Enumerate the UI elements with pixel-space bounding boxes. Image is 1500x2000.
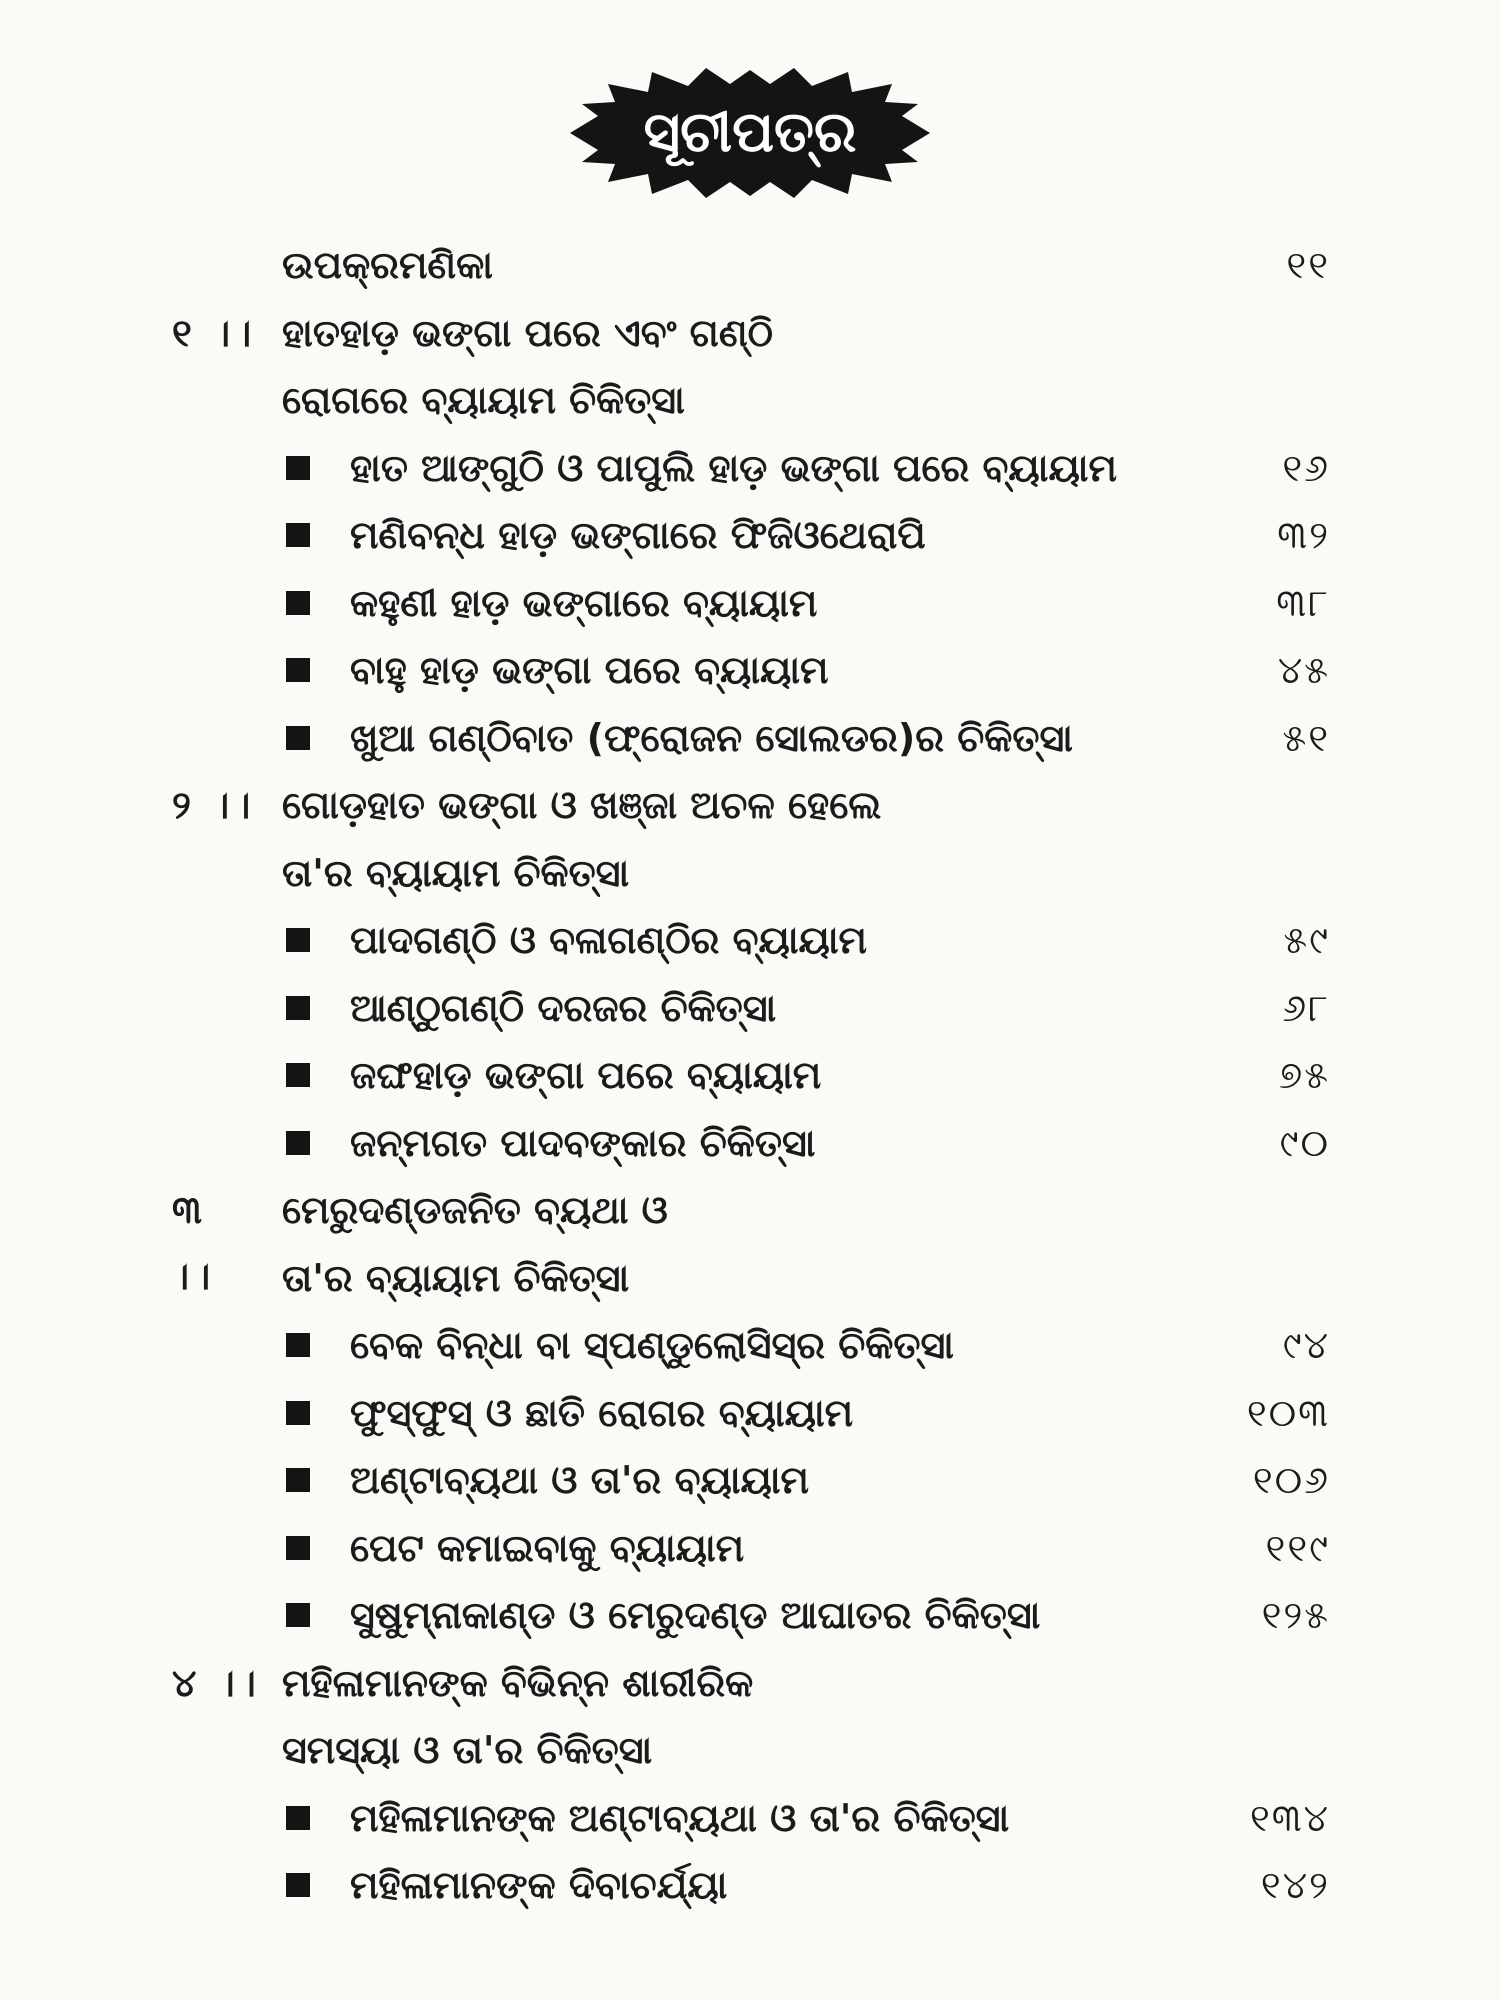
chapter-title-line: ତା'ର ବ୍ୟାୟାମ ଚିକିତ୍ସା (282, 1256, 630, 1300)
page-number: ୩୨ (1277, 513, 1330, 557)
title-badge (560, 66, 940, 200)
page-number: ୫୯ (1283, 918, 1330, 962)
entry-title: ପେଟ କମାଇବାକୁ ବ୍ୟାୟାମ (350, 1526, 745, 1570)
chapter-number: ୨ ।। (172, 783, 255, 827)
square-bullet-icon (286, 658, 310, 682)
square-bullet-icon (286, 1333, 310, 1357)
entry-title: ହାତ ଆଙ୍ଗୁଠି ଓ ପାପୁଲି ହାଡ଼ ଭଙ୍ଗା ପରେ ବ୍ୟାୟାମ (350, 446, 1117, 490)
entry-title: ଅଣ୍ଟାବ୍ୟଥା ଓ ତା'ର ବ୍ୟାୟାମ (350, 1458, 809, 1502)
entry-title: ପାଦଗଣ୍ଠି ଓ ବଳାଗଣ୍ଠିର ବ୍ୟାୟାମ (350, 918, 867, 962)
chapter-title-line: ମହିଳାମାନଙ୍କ ବିଭିନ୍ନ ଶାରୀରିକ (282, 1661, 754, 1705)
toc-entry (0, 1312, 1500, 1378)
page-number: ୧୪୨ (1260, 1863, 1330, 1907)
square-bullet-icon (286, 1401, 310, 1425)
page-number: ୫୧ (1282, 716, 1330, 760)
entry-title: ଜନ୍ମଗତ ପାଦବଙ୍କାର ଚିକିତ୍ସା (350, 1121, 816, 1165)
page-number: ୧୩୪ (1249, 1796, 1330, 1840)
toc-entry (0, 1380, 1500, 1446)
chapter-heading-continued (0, 1717, 1500, 1783)
square-bullet-icon (286, 1806, 310, 1830)
chapter-heading (0, 300, 1500, 366)
toc-intro-row (0, 232, 1500, 298)
toc-entry (0, 1852, 1500, 1918)
page-number: ୧୧ (1286, 243, 1330, 287)
square-bullet-icon (286, 1468, 310, 1492)
page-number: ୧୧୯ (1265, 1526, 1330, 1570)
toc-entry (0, 435, 1500, 501)
toc-entry (0, 637, 1500, 703)
chapter-heading-continued (0, 1245, 1500, 1311)
toc-entry (0, 1785, 1500, 1851)
page-number: ୧୨୫ (1261, 1593, 1330, 1637)
chapter-number: ୪ ।। (172, 1661, 260, 1705)
chapter-title-line: ମେରୁଦଣ୍ଡଜନିତ ବ୍ୟଥା ଓ (282, 1188, 668, 1232)
entry-title: ବାହୁ ହାଡ଼ ଭଙ୍ଗା ପରେ ବ୍ୟାୟାମ (350, 648, 829, 692)
chapter-number: ୧ ।। (172, 311, 256, 355)
page-number: ୯୪ (1282, 1323, 1330, 1367)
page-number: ୯୦ (1279, 1121, 1330, 1165)
toc-entry (0, 1582, 1500, 1648)
toc-entry (0, 570, 1500, 636)
square-bullet-icon (286, 523, 310, 547)
square-bullet-icon (286, 996, 310, 1020)
chapter-heading (0, 1650, 1500, 1716)
entry-title: ମଣିବନ୍ଧ ହାଡ଼ ଭଙ୍ଗାରେ ଫିଜିଓଥେରାପି (350, 513, 926, 557)
toc-entry (0, 705, 1500, 771)
page-number: ୧୦୩ (1246, 1391, 1330, 1435)
square-bullet-icon (286, 1536, 310, 1560)
chapter-title-line: ସମସ୍ୟା ଓ ତା'ର ଚିକିତ୍ସା (282, 1728, 653, 1772)
entry-title: ଜଙ୍ଘହାଡ଼ ଭଙ୍ଗା ପରେ ବ୍ୟାୟାମ (350, 1053, 822, 1097)
toc-entry (0, 1515, 1500, 1581)
square-bullet-icon (286, 1873, 310, 1897)
page-number: ୬୮ (1282, 986, 1330, 1030)
intro-title: ଉପକ୍ରମଣିକା (282, 243, 493, 287)
entry-title: ବେକ ବିନ୍ଧା ବା ସ୍ପଣ୍ଡୁଲୋସିସ୍‌ର ଚିକିତ୍ସା (350, 1323, 954, 1367)
toc-entry (0, 907, 1500, 973)
entry-title: ଆଣ୍ଠୁଗଣ୍ଠି ଦରଜର ଚିକିତ୍ସା (350, 986, 777, 1030)
page-number: ୪୫ (1277, 648, 1330, 692)
square-bullet-icon (286, 456, 310, 480)
chapter-title-line: ଗୋଡ଼ହାତ ଭଙ୍ଗା ଓ ଖଞ୍ଜା ଅଚଳ ହେଲେ (282, 783, 882, 827)
entry-title: ମହିଳାମାନଙ୍କ ଦିବାଚର୍ଯ୍ୟା (350, 1863, 728, 1907)
entry-title: କହୁଣୀ ହାଡ଼ ଭଙ୍ଗାରେ ବ୍ୟାୟାମ (350, 581, 818, 625)
chapter-heading (0, 772, 1500, 838)
chapter-heading-continued (0, 367, 1500, 433)
chapter-title-line: ହାତହାଡ଼ ଭଙ୍ଗା ପରେ ଏବଂ ଗଣ୍ଠି (282, 311, 773, 355)
chapter-heading-continued (0, 840, 1500, 906)
toc-entry (0, 1447, 1500, 1513)
toc-entry (0, 1110, 1500, 1176)
entry-title: ସୁଷୁମ୍ନାକାଣ୍ଡ ଓ ମେରୁଦଣ୍ଡ ଆଘାତର ଚିକିତ୍ସା (350, 1593, 1041, 1637)
toc-entry (0, 975, 1500, 1041)
chapter-number: ୩ ।। (172, 1188, 215, 1298)
entry-title: ଫୁସ୍‌ଫୁସ୍ ଓ ଛାତି ରୋଗର ବ୍ୟାୟାମ (350, 1391, 854, 1435)
toc-entry (0, 1042, 1500, 1108)
chapter-title-line: ତା'ର ବ୍ୟାୟାମ ଚିକିତ୍ସା (282, 851, 630, 895)
square-bullet-icon (286, 1063, 310, 1087)
entry-title: ଖୁଆ ଗଣ୍ଠିବାତ (ଫ୍ରୋଜନ ସୋଲଡର)ର ଚିକିତ୍ସା (350, 716, 1073, 760)
square-bullet-icon (286, 726, 310, 750)
page-number: ୭୫ (1279, 1053, 1330, 1097)
chapter-title-line: ରୋଗରେ ବ୍ୟାୟାମ ଚିକିତ୍ସା (282, 378, 685, 422)
square-bullet-icon (286, 928, 310, 952)
page-number: ୧୬ (1282, 446, 1330, 490)
page-title: ସୂଚୀପତ୍ର (643, 100, 857, 165)
square-bullet-icon (286, 591, 310, 615)
page-number: ୩୮ (1276, 581, 1330, 625)
square-bullet-icon (286, 1131, 310, 1155)
entry-title: ମହିଳାମାନଙ୍କ ଅଣ୍ଟାବ୍ୟଥା ଓ ତା'ର ଚିକିତ୍ସା (350, 1796, 1010, 1840)
toc-entry (0, 502, 1500, 568)
square-bullet-icon (286, 1603, 310, 1627)
page-number: ୧୦୬ (1252, 1458, 1330, 1502)
